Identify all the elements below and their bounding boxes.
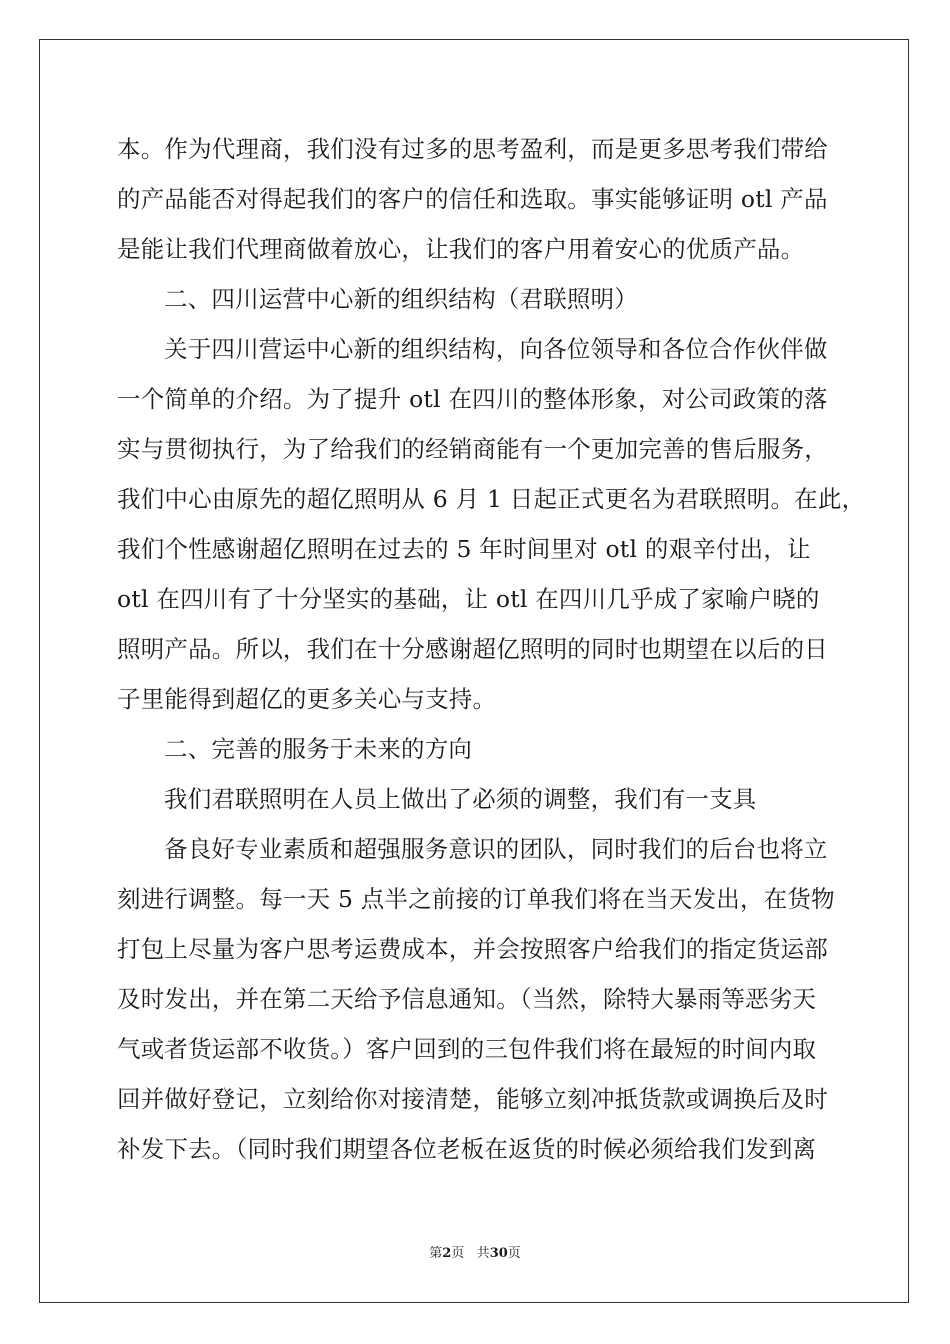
text-line: 刻进行调整。每一天 5 点半之前接的订单我们将在当天发出，在货物 <box>117 885 835 913</box>
text-line: 实与贯彻执行，为了给我们的经销商能有一个更加完善的售后服务， <box>117 435 828 463</box>
text-line: 照明产品。所以，我们在十分感谢超亿照明的同时也期望在以后的日 <box>117 635 828 663</box>
text-line: 是能让我们代理商做着放心，让我们的客户用着安心的优质产品。 <box>117 235 805 263</box>
text-line: 我们个性感谢超亿照明在过去的 5 年时间里对 otl 的艰辛付出，让 <box>117 535 811 563</box>
text-line: 我们中心由原先的超亿照明从 6 月 1 日起正式更名为君联照明。在此， <box>117 485 866 513</box>
footer-total-unit: 页 <box>507 1246 521 1261</box>
text-line: 及时发出，并在第二天给予信息通知。（当然，除特大暴雨等恶劣天 <box>117 985 817 1013</box>
text-line: 打包上尽量为客户思考运费成本，并会按照客户给我们的指定货运部 <box>117 935 828 963</box>
text-line: 补发下去。（同时我们期望各位老板在返货的时候必须给我们发到离 <box>117 1135 817 1163</box>
page-footer <box>0 1244 950 1264</box>
footer-total-prefix: 共 <box>476 1246 490 1261</box>
text-line: 我们君联照明在人员上做出了必须的调整，我们有一支具 <box>164 785 757 813</box>
text-line: 气或者货运部不收货。）客户回到的三包件我们将在最短的时间内取 <box>117 1035 817 1063</box>
footer-page-unit: 页 <box>451 1246 465 1261</box>
text-line: 本。作为代理商，我们没有过多的思考盈利，而是更多思考我们带给 <box>117 135 828 163</box>
section-heading: 二、完善的服务于未来的方向 <box>164 735 473 763</box>
text-line: 备良好专业素质和超强服务意识的团队，同时我们的后台也将立 <box>164 835 828 863</box>
text-line: 关于四川营运中心新的组织结构，向各位领导和各位合作伙伴做 <box>164 335 828 363</box>
text-line: 回并做好登记，立刻给你对接清楚，能够立刻冲抵货款或调换后及时 <box>117 1085 828 1113</box>
text-line: 一个简单的介绍。为了提升 otl 在四川的整体形象，对公司政策的落 <box>117 385 828 413</box>
text-line: 子里能得到超亿的更多关心与支持。 <box>117 685 497 713</box>
footer-prefix: 第 <box>429 1246 443 1261</box>
page-number: 2 <box>442 1246 452 1261</box>
total-pages: 30 <box>489 1246 508 1261</box>
section-heading: 二、四川运营中心新的组织结构（君联照明） <box>164 285 638 313</box>
text-line: 的产品能否对得起我们的客户的信任和选取。事实能够证明 otl 产品 <box>117 185 828 213</box>
text-line: otl 在四川有了十分坚实的基础，让 otl 在四川几乎成了家喻户晓的 <box>117 585 820 613</box>
